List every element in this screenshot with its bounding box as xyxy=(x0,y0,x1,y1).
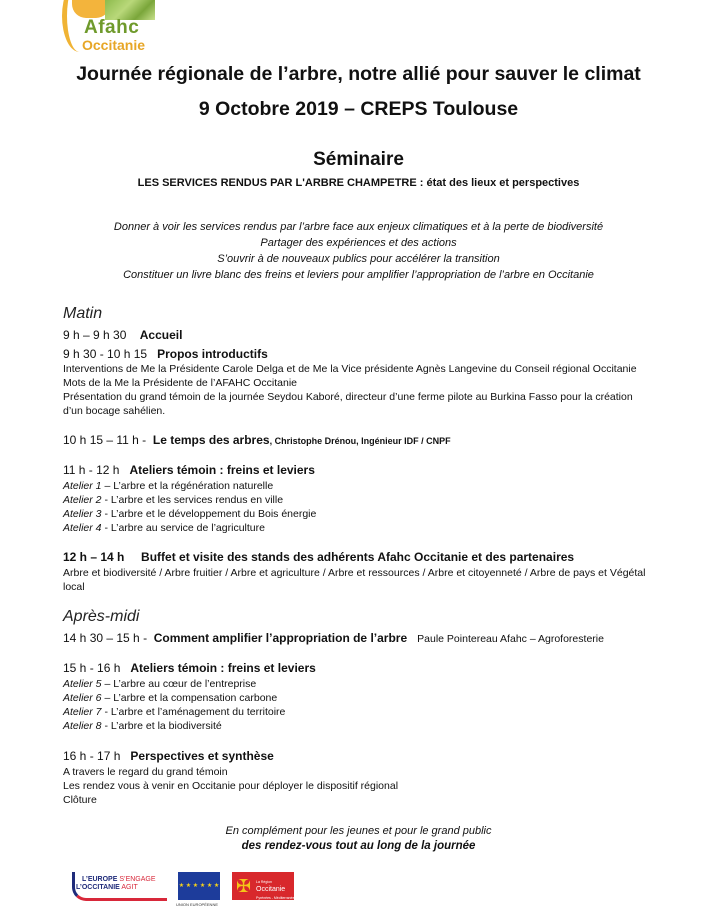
atelier-item: Atelier 5 – L’arbre au cœur de l’entreprise xyxy=(63,678,257,690)
atelier-text: L’arbre et la compensation carbone xyxy=(113,692,278,704)
atelier-text: L’arbre et les services rendus en ville xyxy=(110,494,284,506)
agenda-details xyxy=(63,765,653,807)
agenda-item xyxy=(63,550,574,564)
agenda-title: Accueil xyxy=(139,328,183,342)
agenda-time: 11 h - 12 h xyxy=(63,463,120,477)
atelier-list xyxy=(63,479,316,535)
agenda-item xyxy=(63,463,315,477)
agenda-time: 9 h – 9 h 30 xyxy=(63,328,127,342)
agenda-item xyxy=(63,661,316,675)
atelier-label: Atelier 8 xyxy=(63,720,102,732)
agenda-title: Perspectives et synthèse xyxy=(130,749,274,763)
logo-region: Occitanie xyxy=(82,37,146,53)
agenda-speaker: Paule Pointereau Afahc – Agroforesterie xyxy=(417,633,604,645)
agenda-time: 10 h 15 – 11 h - xyxy=(63,433,147,447)
atelier-label: Atelier 5 xyxy=(63,678,102,690)
detail-line: Présentation du grand témoin de la journée Seydou Kaboré, directeur d’une ferme pilote au Burkina Fasso pour la création d’un bocage sahélien. xyxy=(63,391,633,417)
agenda-speaker: , Christophe Drénou, Ingénieur IDF / CNPF xyxy=(269,436,451,446)
agenda-title: Buffet et visite des stands des adhérents Afahc Occitanie et des partenaires xyxy=(141,550,575,564)
occitan-cross-icon: ✠ xyxy=(236,876,252,896)
atelier-label: Atelier 1 xyxy=(63,480,102,492)
atelier-item: Atelier 4 - L’arbre au service de l’agriculture xyxy=(63,522,265,534)
detail-line: Clôture xyxy=(63,794,97,806)
agenda-item xyxy=(63,749,274,763)
atelier-text: L’arbre et la biodiversité xyxy=(110,720,222,732)
objective: S’ouvrir à de nouveaux publics pour accélérer la transition xyxy=(217,253,500,265)
objective: Constituer un livre blanc des freins et leviers pour amplifier l’appropriation de l’arbre en Occitanie xyxy=(123,269,594,281)
atelier-item: Atelier 2 - L’arbre et les services rendus en ville xyxy=(63,494,284,506)
eu-label: UNION EUROPÉENNE xyxy=(176,902,219,907)
atelier-list xyxy=(63,677,285,733)
atelier-label: Atelier 7 xyxy=(63,706,102,718)
atelier-label: Atelier 6 xyxy=(63,692,102,704)
atelier-text: L’arbre au cœur de l’entreprise xyxy=(113,678,257,690)
afahc-logo xyxy=(62,0,167,55)
atelier-label: Atelier 3 xyxy=(63,508,102,520)
objective: Partager des expériences et des actions xyxy=(260,237,457,249)
agenda-details xyxy=(63,362,653,418)
atelier-label: Atelier 4 xyxy=(63,522,102,534)
objective: Donner à voir les services rendus par l’arbre face aux enjeux climatiques et à la perte de biodiversité xyxy=(113,221,604,233)
closing-note: En complément pour les jeunes et pour le grand public xyxy=(225,825,492,837)
agenda-time: 14 h 30 – 15 h - xyxy=(63,631,148,645)
detail-line: Mots de la Me la Présidente de l’AFAHC Occitanie xyxy=(63,377,298,389)
agenda-time: 16 h - 17 h xyxy=(63,749,121,763)
seminar-heading: Séminaire xyxy=(313,149,404,170)
objectives xyxy=(0,219,717,283)
agenda-time: 12 h – 14 h xyxy=(63,550,125,564)
atelier-label: Atelier 2 xyxy=(63,494,102,506)
atelier-text: L’arbre et le développement du Bois énergie xyxy=(110,508,317,520)
detail-line: Interventions de Me la Présidente Carole Delga et de Me la Vice présidente Agnès Langevine du Conseil régional Occitanie xyxy=(63,363,637,375)
atelier-item: Atelier 7 - L’arbre et l’aménagement du territoire xyxy=(63,706,286,718)
detail-line: Arbre et biodiversité / Arbre fruitier / Arbre et agriculture / Arbre et ressources / Arbre et citoyenneté / Arbre de pays et Végétal local xyxy=(63,567,646,593)
agenda-item xyxy=(63,433,451,447)
agenda-details xyxy=(63,566,653,594)
atelier-item: Atelier 6 – L’arbre et la compensation carbone xyxy=(63,692,278,704)
atelier-item: Atelier 3 - L’arbre et le développement du Bois énergie xyxy=(63,508,317,520)
atelier-text: L’arbre au service de l’agriculture xyxy=(110,522,265,534)
region-occitanie-logo: ✠ La Région Occitanie Pyrénées - Méditerranée xyxy=(232,872,294,900)
atelier-text: L’arbre et la régénération naturelle xyxy=(113,480,274,492)
section-afternoon: Après-midi xyxy=(63,608,140,625)
agenda-item xyxy=(63,347,268,361)
atelier-item: Atelier 8 - L’arbre et la biodiversité xyxy=(63,720,222,732)
seminar-subtitle: LES SERVICES RENDUS PAR L'ARBRE CHAMPETRE : état des lieux et perspectives xyxy=(137,177,580,189)
eu-flag-icon: ★ ★ ★ ★ ★ ★ xyxy=(178,872,220,900)
closing-highlight: des rendez-vous tout au long de la journée xyxy=(241,840,476,852)
page-title: Journée régionale de l’arbre, notre allié pour sauver le climat xyxy=(76,63,641,85)
agenda-title: Ateliers témoin : freins et leviers xyxy=(130,661,316,675)
atelier-item: Atelier 1 – L’arbre et la régénération naturelle xyxy=(63,480,274,492)
agenda-time: 9 h 30 - 10 h 15 xyxy=(63,347,148,361)
agenda-item xyxy=(63,328,182,342)
date-location: 9 Octobre 2019 – CREPS Toulouse xyxy=(198,98,519,120)
detail-line: Les rendez vous à venir en Occitanie pour déployer le dispositif régional xyxy=(63,780,399,792)
section-morning: Matin xyxy=(63,305,103,322)
logo-name: Afahc xyxy=(84,17,140,38)
atelier-text: L’arbre et l’aménagement du territoire xyxy=(110,706,286,718)
agenda-title: Le temps des arbres xyxy=(152,433,270,447)
agenda-title: Comment amplifier l’appropriation de l’arbre xyxy=(153,631,408,645)
agenda-title: Ateliers témoin : freins et leviers xyxy=(129,463,315,477)
europe-engage-logo: L’EUROPE S’ENGAGE L’OCCITANIE AGIT xyxy=(72,872,167,900)
agenda-item xyxy=(63,631,604,645)
agenda-title: Propos introductifs xyxy=(157,347,268,361)
detail-line: A travers le regard du grand témoin xyxy=(63,766,228,778)
agenda-time: 15 h - 16 h xyxy=(63,661,121,675)
